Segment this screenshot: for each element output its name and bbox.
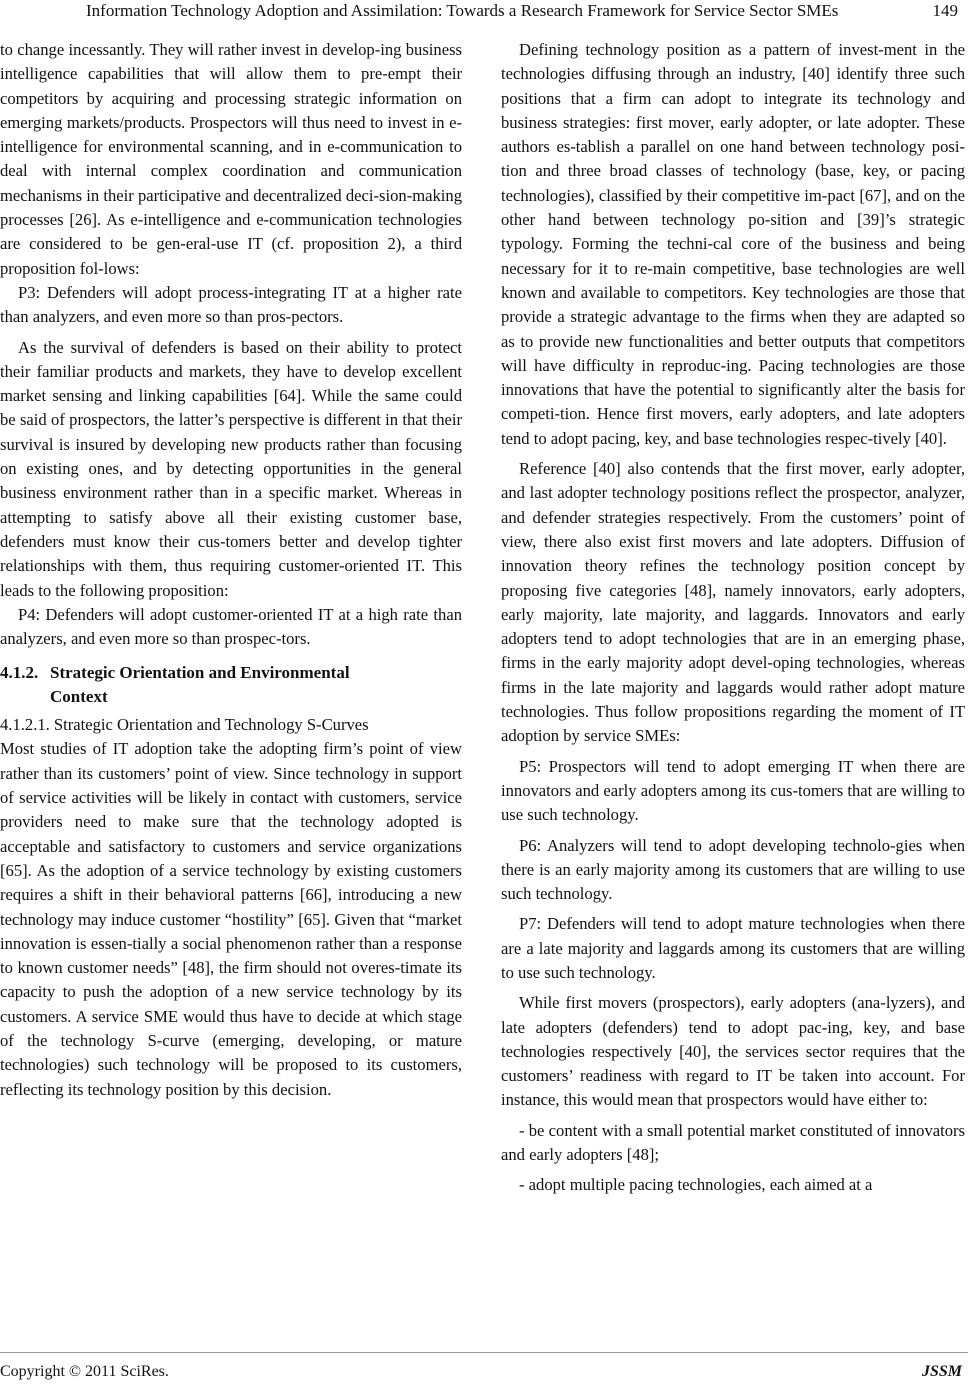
paragraph: Defining technology position as a pattern of invest-ment in the technologies diffusing through an industry, [40] identify three such positions that a firm can adopt to integrate its technology and business strategies: first mover, early adopter, or late adopter. These authors es-tablish a parallel on one hand between technology posi-tion and three broad classes of technology (base, key, or pacing technologies), classified by their competitive im-pact [67], and on the other hand between technology po-sition and [39]’s strategic typology. Forming the techni-cal core of the business and being necessary for it to re-main competitive, base technologies are well known and available to competitors. Key technologies are those that provide a strategic advantage to the firms when they are adapted so as to provide new functionalities and better outputs that competitors will have difficulty in reproduc-ing. Pacing technologies are those innovations that have the potential to significantly alter the basis for competi-tion. Hence first movers, early adopters, and late adopters tend to adopt pacing, key, and base technologies respec-tively [40]. (501, 40, 965, 448)
right-column (501, 38, 965, 1198)
left-column (0, 38, 462, 1102)
journal-abbreviation: JSSM (921, 1363, 962, 1380)
list-item: - adopt multiple pacing technologies, each aimed at a (519, 1175, 873, 1195)
section-number: 4.1.2. (0, 663, 39, 683)
paragraph: Most studies of IT adoption take the adopting firm’s point of view rather than its customers’ point of view. Since technology in support of service activities will be likely in contact with customers, service providers need to make sure that the technology adopted is acceptable and satisfactory to customers and service organizations [65]. As the adoption of a service technology by existing customers requires a shift in their behavioral patterns [66], introducing a new technology may induce customer “hostility” [65]. Given that “market innovation is essen-tially a social phenomenon rather than a response to known customer needs” [48], the firm should not overes-timate its capacity to push the adoption of a new service technology by its customers. A service SME would thus have to decide at which stage of the technology S-curve (emerging, developing, or mature technologies) such technology will be proposed to its customers, reflecting its technology position by this decision. (0, 739, 462, 1099)
section-heading (0, 661, 462, 709)
proposition-p7: P7: Defenders will tend to adopt mature technologies when there are a late majority and laggards among its customers that are willing to use such technology. (501, 914, 965, 982)
subsection-heading: 4.1.2.1. Strategic Orientation and Technology S-Curves (0, 715, 369, 735)
proposition-p3: P3: Defenders will adopt process-integrating IT at a higher rate than analyzers, and even more so than pros-pectors. (0, 282, 462, 327)
proposition-p5: P5: Prospectors will tend to adopt emerging IT when there are innovators and early adopters among its cus-tomers that are willing to use such technology. (501, 756, 965, 825)
proposition-p6: P6: Analyzers will tend to adopt developing technolo-gies when there is an early majority among its customers that are willing to use such technology. (501, 835, 965, 904)
paragraph: As the survival of defenders is based on their ability to protect their familiar products and markets, they have to develop excellent market sensing and linking capabilities [64]. While the same could be said of prospectors, the latter’s perspective is different in that their survival is insured by developing new products rather than focusing on existing ones, and by detecting opportunities in the general business environment rather than in a specific market. Whereas in attempting to satisfy above all their existing customer base, defenders must know their cus-tomers better and develop tighter relationships with them, thus requiring customer-oriented IT. This leads to the following proposition: (0, 337, 462, 600)
section-title-line2: Context (50, 687, 108, 707)
section-title-line1: Strategic Orientation and Environmental (50, 663, 350, 683)
list-item: - be content with a small potential market constituted of innovators and early adopters [48]; (501, 1120, 965, 1165)
paragraph: Reference [40] also contends that the first mover, early adopter, and last adopter technology positions reflect the prospector, analyzer, and defender strategies respectively. From the customers’ point of view, there also exist first movers and late adopters. Diffusion of innovation theory refines the technology position concept by proposing five categories [48], namely innovators, early adopters, early majority, late majority, and laggards. Innovators and early adopters tend to adopt technologies that are in an emerging phase, firms in the early majority adopt devel-oping technologies, whereas firms in the late majority and laggards would rather adopt mature technologies. Thus follow propositions regarding the moment of IT adoption by service SMEs: (501, 459, 965, 746)
running-header (0, 0, 968, 26)
footer-divider (0, 1352, 968, 1353)
page-number: 149 (932, 1, 958, 20)
page-footer (0, 1352, 968, 1380)
copyright-notice: Copyright © 2011 SciRes. (0, 1363, 169, 1380)
paragraph: While first movers (prospectors), early adopters (ana-lyzers), and late adopters (defenders) tend to adopt pac-ing, key, and base technologies respectively [40], the services sector requires that the customers’ readiness with regard to IT be taken into account. For instance, this would mean that prospectors would have either to: (501, 993, 965, 1110)
paragraph: to change incessantly. They will rather invest in develop-ing business intelligence capabilities that will allow them to pre-empt their competitors by acquiring and processing strategic information on emerging markets/products. Prospectors will thus need to invest in e-intelligence for environmental scanning, and in e-communication to deal with internal complex coordination and communication mechanisms in their participative and decentralized deci-sion-making processes [26]. As e-intelligence and e-communication technologies are considered to be gen-eral-use IT (cf. proposition 2), a third proposition fol-lows: (0, 40, 462, 278)
running-title: Information Technology Adoption and Assimilation: Towards a Research Framework for Service Sector SMEs (86, 1, 839, 20)
proposition-p4: P4: Defenders will adopt customer-oriented IT at a high rate than analyzers, and even more so than prospec-tors. (0, 604, 462, 649)
